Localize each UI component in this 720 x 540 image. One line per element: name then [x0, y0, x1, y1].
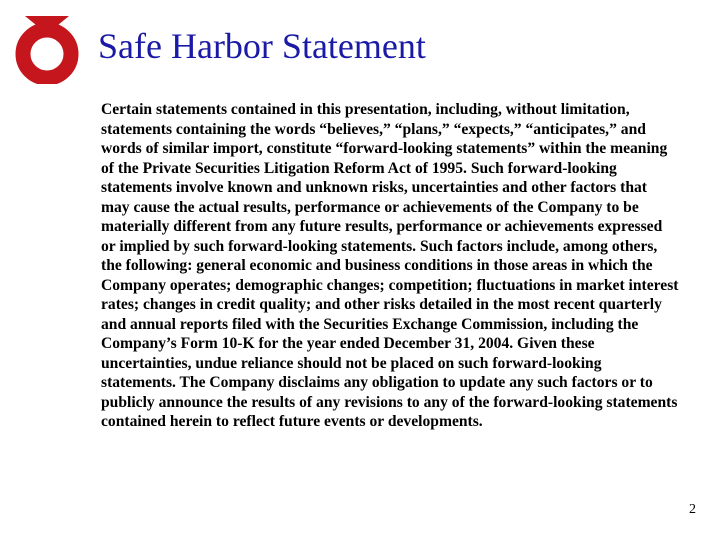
- safe-harbor-body: Certain statements contained in this presentation, including, without limitation, statements containing the words “believes,” “plans,” “expects,” “anticipates,” and words of similar import, constitute “forward-looking statements” within the meaning of the Private Securities Litigation Reform Act of 1995. Such forward-looking statements involve known and unknown risks, uncertainties and other factors that may cause the actual results, performance or achievements of the Company to be materially different from any future results, performance or achievements expressed or implied by such forward-looking statements. Such factors include, among others, the following: general economic and business conditions in those areas in which the Company operates; demographic changes; competition; fluctuations in market interest rates; changes in credit quality; and other risks detailed in the most recent quarterly and annual reports filed with the Securities Exchange Commission, including the Company’s Form 10-K for the year ended December 31, 2004. Given these uncertainties, undue reliance should not be placed on such forward-looking statements. The Company disclaims any obligation to update any such factors or to publicly announce the results of any revisions to any of the forward-looking statements contained herein to reflect future events or developments.: [101, 101, 679, 430]
- page-title: Safe Harbor Statement: [98, 26, 426, 66]
- page-number: 2: [689, 502, 696, 517]
- company-logo: [15, 14, 79, 84]
- company-logo-icon: [15, 14, 79, 84]
